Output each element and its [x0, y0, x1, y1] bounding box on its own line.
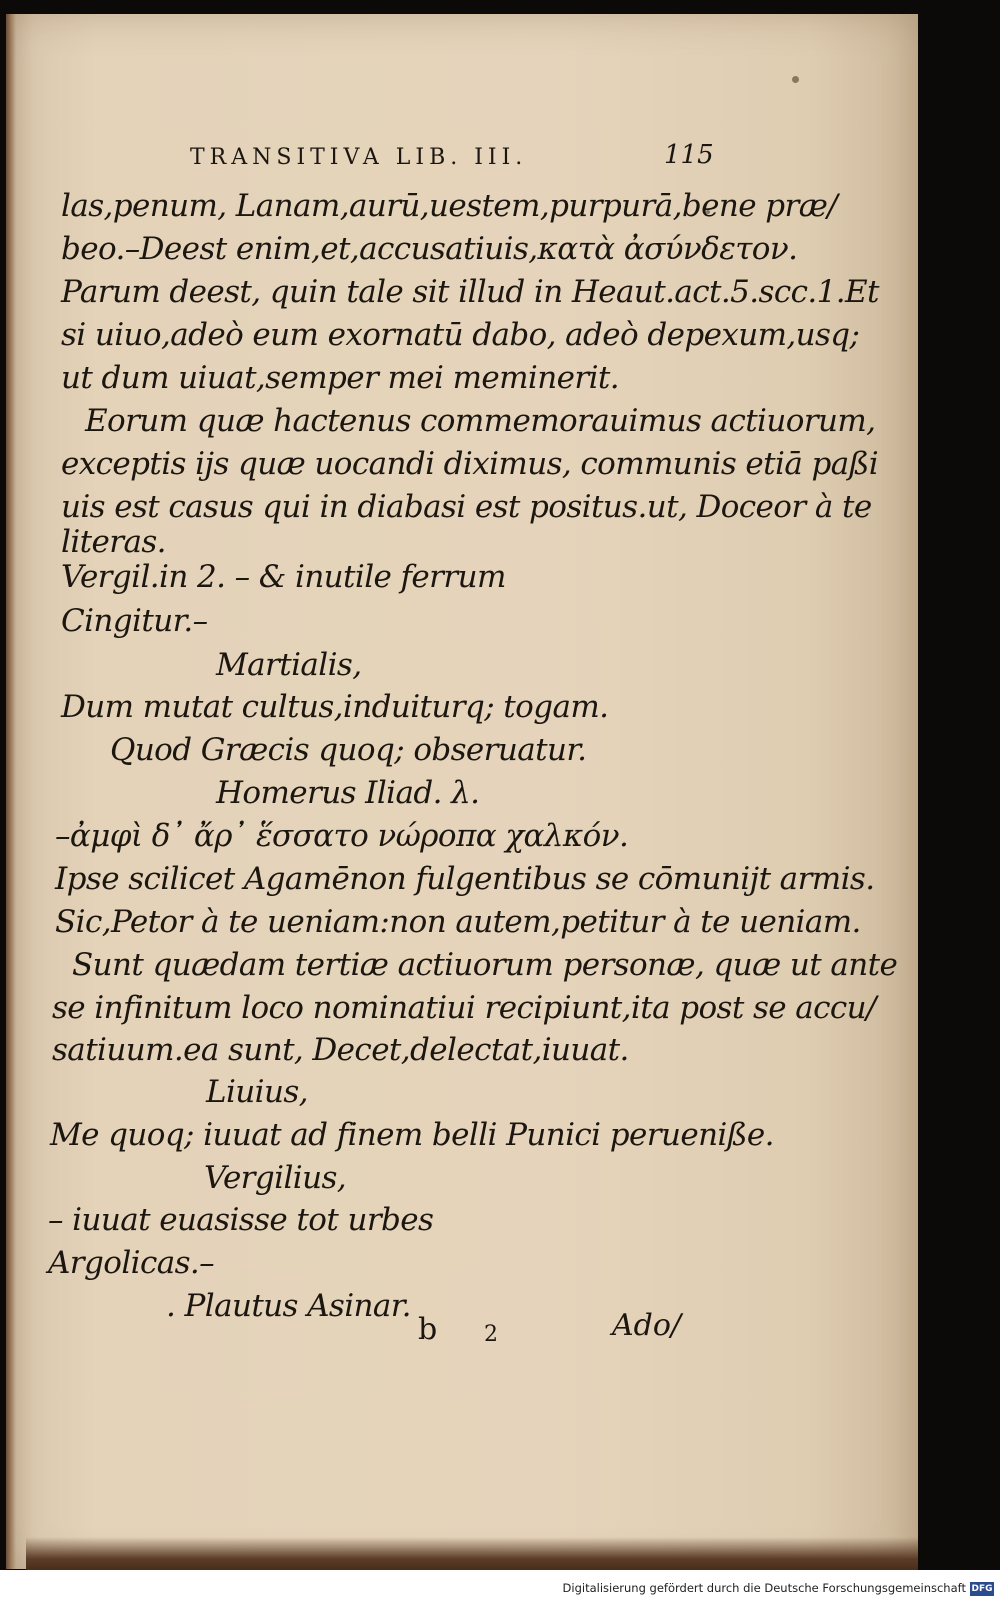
text-line: ut dum uiuat,semper mei meminerit.	[61, 360, 620, 396]
paper-spot	[792, 76, 799, 83]
text-line: Homerus Iliad. λ.	[216, 775, 480, 811]
text-line: si uiuo,adeò eum exornatū dabo, adeò depexum,usq;	[61, 317, 860, 353]
text-line: –ἀμφὶ δ᾽ ἄρ᾽ ἕσσατο νώροπα χαλκόν.	[55, 818, 629, 854]
text-line: se infinitum loco nominatiui recipiunt,ita post se accu/	[52, 990, 876, 1026]
funding-credit: Digitalisierung gefördert durch die Deutsche Forschungsgemeinschaft	[562, 1581, 966, 1595]
text-line: beo.–Deest enim,et,accusatiuis,κατὰ ἀσύνδετον.	[61, 231, 798, 267]
text-line: Cingitur.–	[61, 603, 208, 639]
text-line: literas.	[61, 524, 166, 560]
text-line: Me quoq; iuuat ad finem belli Punici perueniße.	[50, 1117, 774, 1153]
text-line: Vergilius,	[204, 1160, 347, 1196]
folio-number: 115	[664, 140, 714, 170]
text-line: Argolicas.–	[48, 1245, 215, 1281]
text-line: exceptis ijs quæ uocandi diximus, communis etiā paßi	[61, 446, 879, 482]
signature-number: 2	[484, 1322, 498, 1347]
text-line: Vergil.in 2. – & inutile ferrum	[61, 559, 506, 595]
text-line: las,penum, Lanam,aurū,uestem,purpurā,bene præ/	[61, 188, 838, 224]
text-line: Parum deest, quin tale sit illud in Heaut.act.5.scc.1.Et	[61, 274, 879, 310]
text-line: Quod Græcis quoq; obseruatur.	[110, 732, 587, 768]
signature-letter: b	[418, 1312, 438, 1347]
text-line: Sunt quædam tertiæ actiuorum personæ, quæ ut ante	[72, 947, 898, 983]
text-line: – iuuat euasisse tot urbes	[48, 1202, 434, 1238]
catchword: Ado/	[612, 1308, 682, 1343]
dfg-logo: DFG	[971, 1584, 993, 1594]
text-line: . Plautus Asinar.	[166, 1288, 411, 1324]
text-line: satiuum.ea sunt, Decet,delectat,iuuat.	[52, 1032, 629, 1068]
text-line: Sic,Petor à te ueniam:non autem,petitur à te ueniam.	[55, 904, 861, 940]
text-line: Dum mutat cultus,induiturq; togam.	[61, 689, 609, 725]
text-line: Eorum quæ hactenus commemorauimus actiuorum,	[85, 403, 876, 439]
footer-band	[0, 1570, 1000, 1604]
text-line: Ipse scilicet Agamēnon fulgentibus se cōmunijt armis.	[55, 861, 875, 897]
running-title: TRANSITIVA LIB. III.	[190, 145, 528, 170]
text-line: Martialis,	[216, 647, 362, 683]
page-binding-edge	[6, 14, 16, 1569]
text-line: Liuius,	[206, 1074, 308, 1110]
text-line: uis est casus qui in diabasi est positus.ut, Doceor à te	[61, 489, 872, 525]
